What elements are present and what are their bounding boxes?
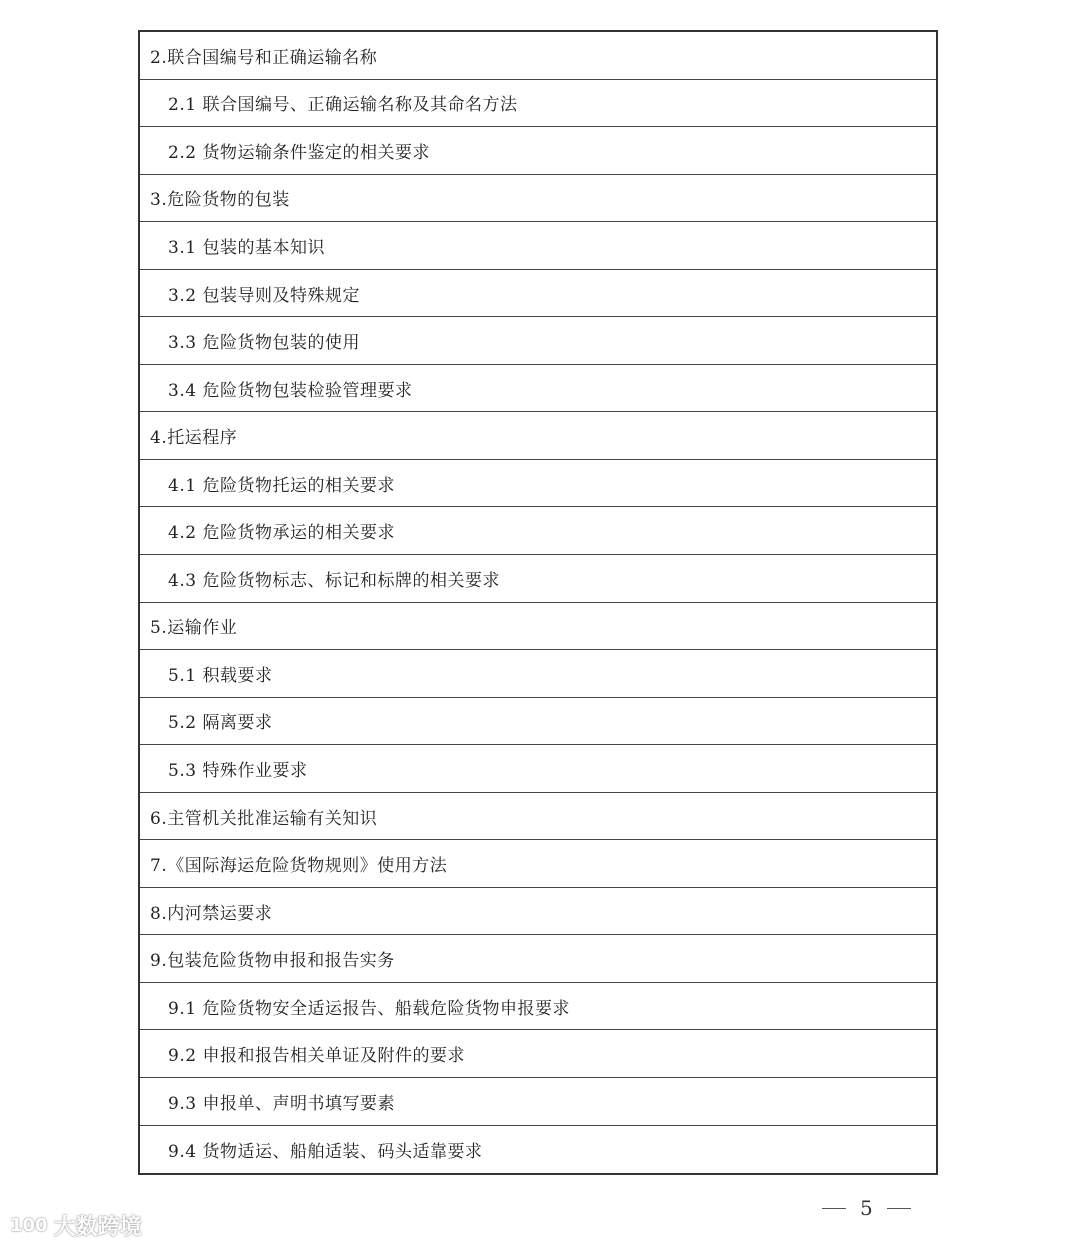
- toc-section-row: [140, 793, 936, 841]
- toc-row-text: 6.主管机关批准运输有关知识: [150, 808, 378, 829]
- toc-row-text: 7.《国际海运危险货物规则》使用方法: [150, 856, 448, 877]
- toc-subsection-row: [140, 80, 936, 128]
- page-number-text: 5: [860, 1196, 873, 1220]
- toc-section-row: [140, 888, 936, 936]
- toc-subsection-row: [140, 127, 936, 175]
- toc-subsection-row: [140, 270, 936, 318]
- toc-row-text: 4.3 危险货物标志、标记和标牌的相关要求: [168, 570, 500, 591]
- toc-row-text: 3.4 危险货物包装检验管理要求: [168, 380, 413, 401]
- toc-section-row: [140, 935, 936, 983]
- toc-row-text: 9.4 货物适运、船舶适装、码头适靠要求: [168, 1141, 483, 1162]
- toc-row-text: 5.运输作业: [150, 618, 238, 639]
- watermark-text: 大数跨境: [53, 1215, 142, 1240]
- toc-subsection-row: [140, 365, 936, 413]
- toc-subsection-row: [140, 460, 936, 508]
- toc-row-text: 2.1 联合国编号、正确运输名称及其命名方法: [168, 95, 518, 116]
- toc-row-text: 3.危险货物的包装: [150, 190, 290, 211]
- toc-row-text: 9.包装危险货物申报和报告实务: [150, 951, 395, 972]
- watermark-logo: 100: [10, 1215, 48, 1236]
- toc-subsection-row: [140, 222, 936, 270]
- toc-row-text: 2.2 货物运输条件鉴定的相关要求: [168, 142, 430, 163]
- toc-subsection-row: [140, 507, 936, 555]
- toc-row-text: 4.托运程序: [150, 428, 238, 449]
- watermark: [10, 1210, 142, 1241]
- toc-table: [138, 30, 938, 1175]
- toc-subsection-row: [140, 983, 936, 1031]
- toc-row-text: 4.1 危险货物托运的相关要求: [168, 475, 395, 496]
- toc-subsection-row: [140, 698, 936, 746]
- toc-row-text: 5.1 积载要求: [168, 665, 273, 686]
- toc-subsection-row: [140, 650, 936, 698]
- dash-left: [822, 1208, 846, 1209]
- toc-subsection-row: [140, 1126, 936, 1174]
- toc-row-text: 3.3 危险货物包装的使用: [168, 333, 360, 354]
- toc-section-row: [140, 412, 936, 460]
- toc-subsection-row: [140, 1078, 936, 1126]
- toc-subsection-row: [140, 745, 936, 793]
- toc-section-row: [140, 175, 936, 223]
- toc-row-text: 3.2 包装导则及特殊规定: [168, 285, 360, 306]
- toc-row-text: 4.2 危险货物承运的相关要求: [168, 523, 395, 544]
- toc-row-text: 2.联合国编号和正确运输名称: [150, 47, 378, 68]
- toc-row-text: 9.3 申报单、声明书填写要素: [168, 1093, 395, 1114]
- dash-right: [887, 1208, 911, 1209]
- toc-section-row: [140, 603, 936, 651]
- toc-row-text: 9.1 危险货物安全适运报告、船载危险货物申报要求: [168, 998, 570, 1019]
- toc-subsection-row: [140, 317, 936, 365]
- toc-section-row: [140, 840, 936, 888]
- toc-row-text: 8.内河禁运要求: [150, 903, 273, 924]
- toc-row-text: 9.2 申报和报告相关单证及附件的要求: [168, 1046, 465, 1067]
- toc-subsection-row: [140, 555, 936, 603]
- page-number: [822, 1196, 911, 1220]
- toc-section-row: [140, 32, 936, 80]
- toc-row-text: 3.1 包装的基本知识: [168, 237, 325, 258]
- toc-subsection-row: [140, 1030, 936, 1078]
- toc-row-text: 5.2 隔离要求: [168, 713, 273, 734]
- toc-row-text: 5.3 特殊作业要求: [168, 760, 308, 781]
